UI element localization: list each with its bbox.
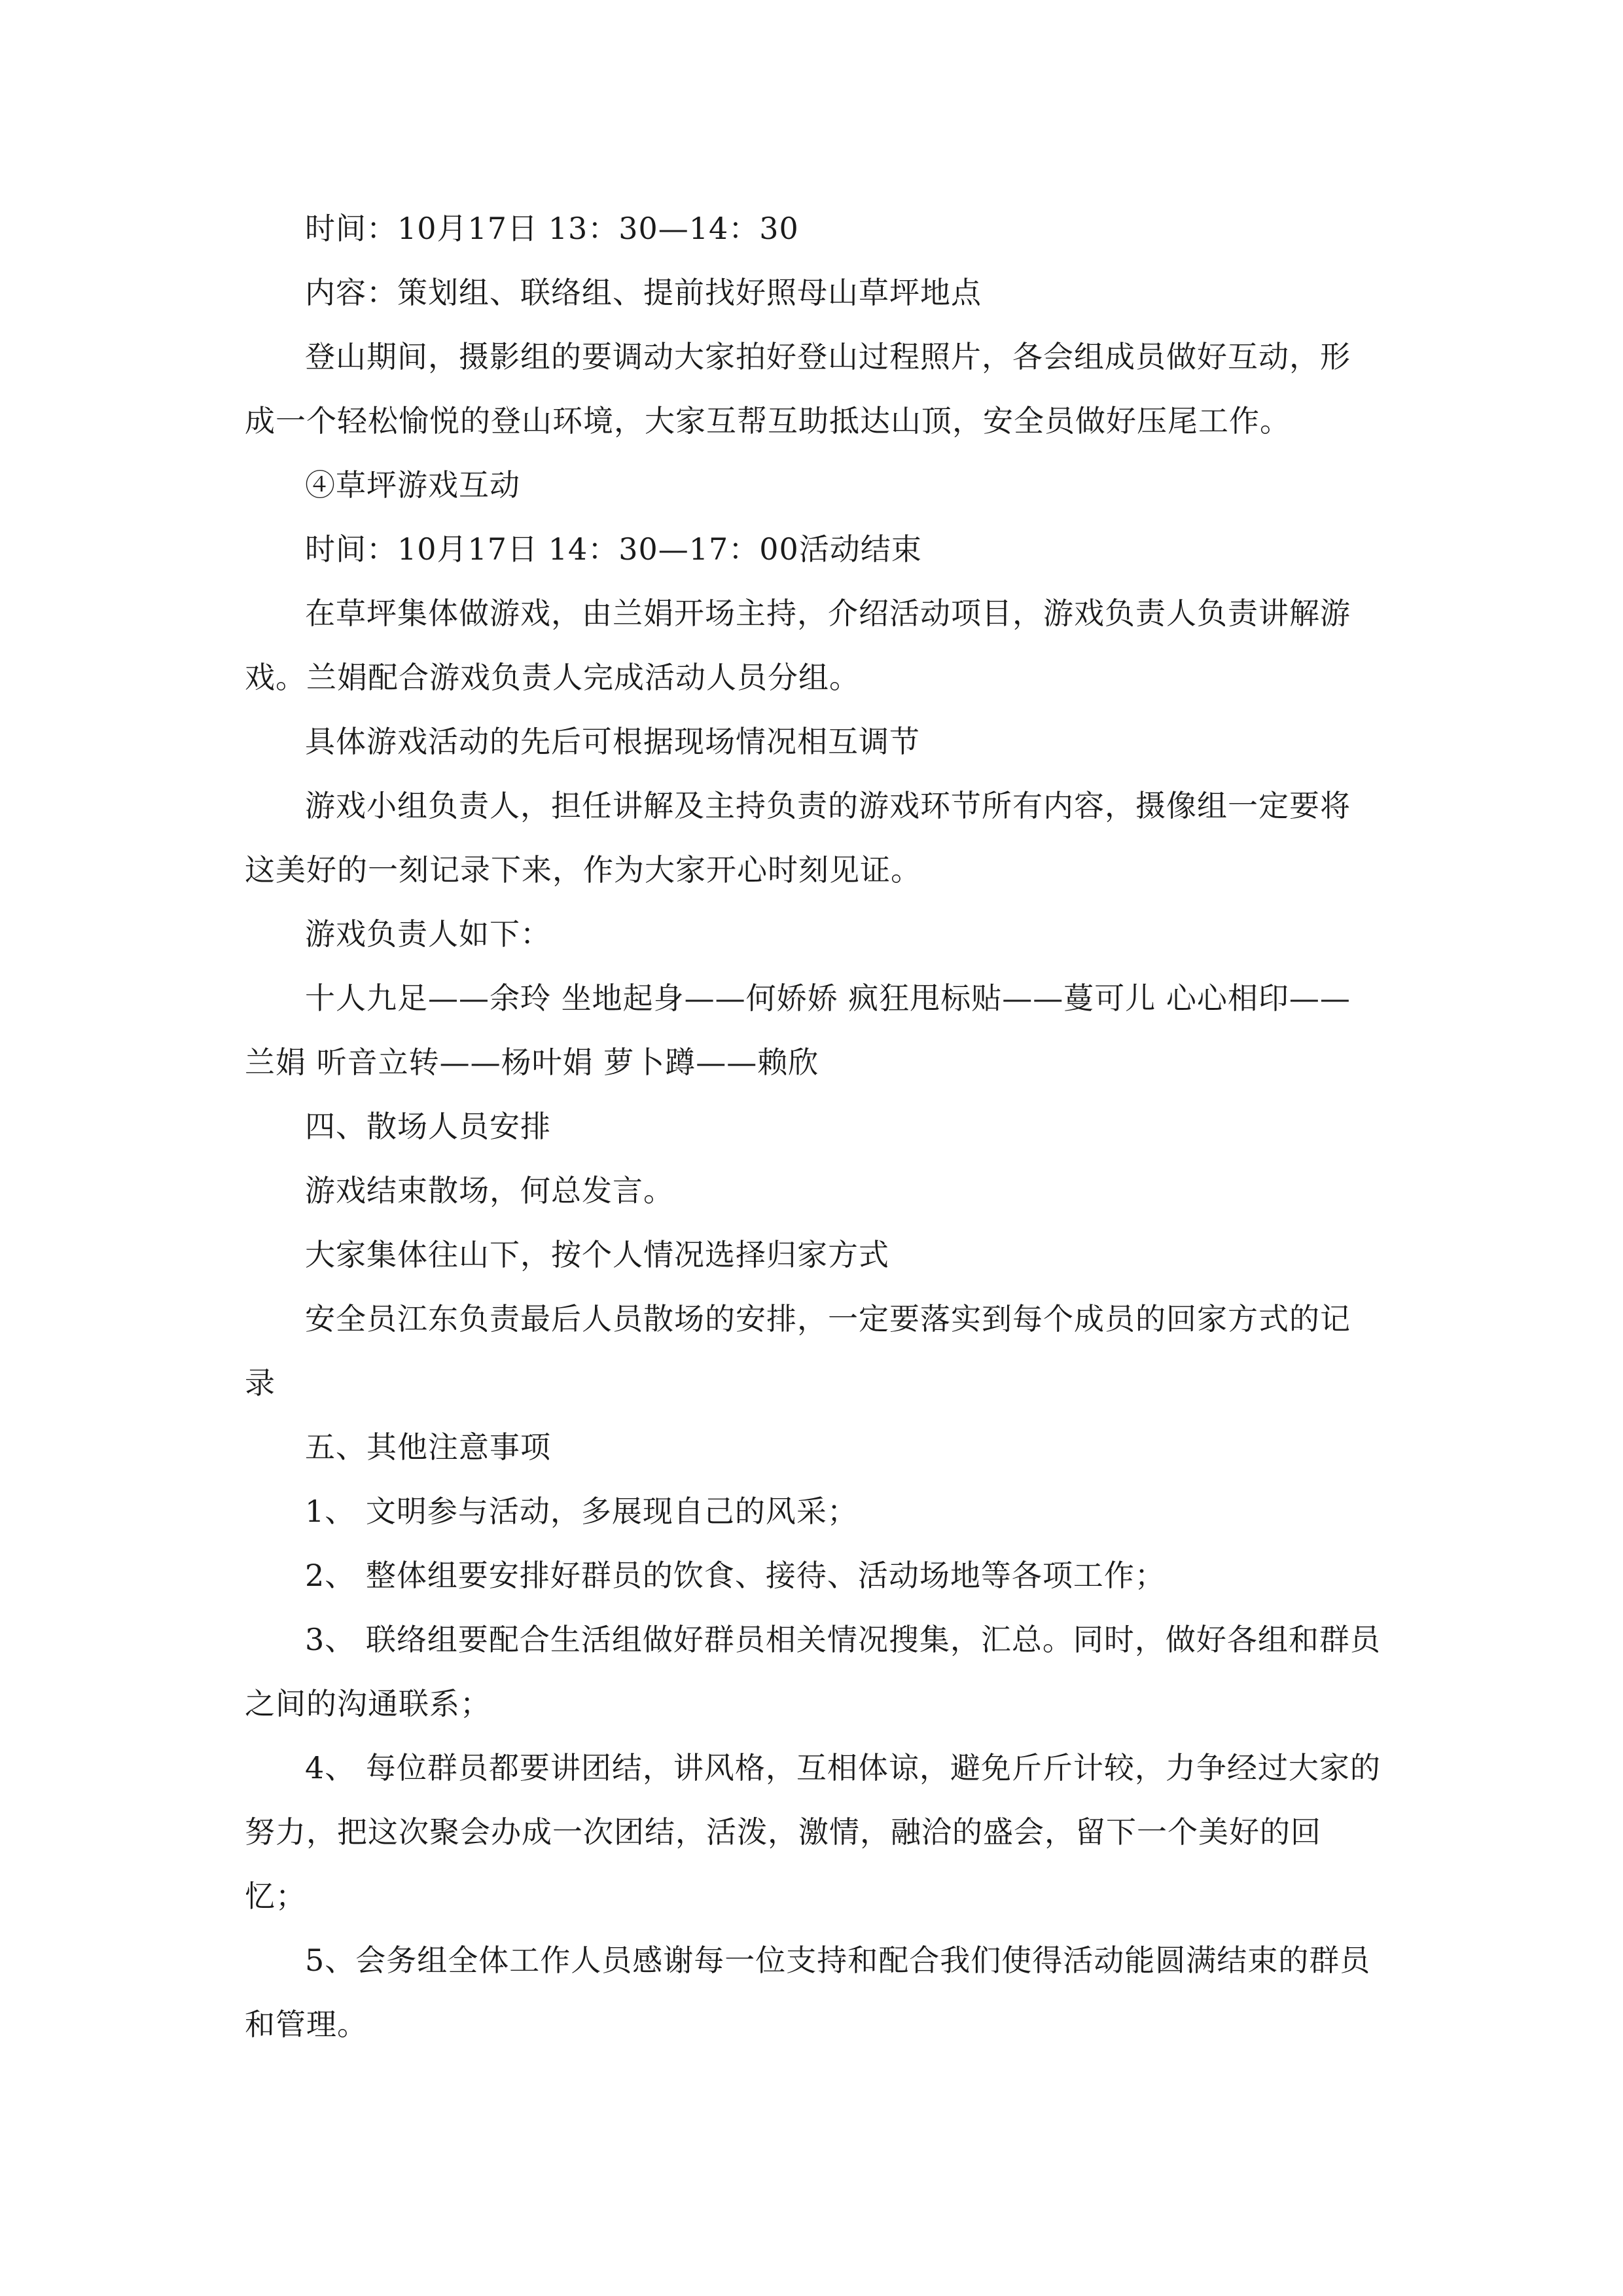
schedule-time-2: 时间：10月17日 14：30—17：00活动结束	[305, 531, 922, 567]
climbing-paragraph: 登山期间，摄影组的要调动大家拍好登山过程照片，各会组成员做好互动，形成一个轻松愉悦的登山环境，大家互帮互助抵达山顶，安全员做好压尾工作。	[245, 339, 1351, 439]
note-item-4: 4、 每位群员都要讲团结，讲风格，互相体谅，避免斤斤计较，力争经过大家的努力，把这次聚会办成一次团结，活泼，激情，融洽的盛会，留下一个美好的回忆；	[245, 1750, 1381, 1914]
games-order-paragraph: 具体游戏活动的先后可根据现场情况相互调节	[305, 724, 920, 759]
note-item-1: 1、 文明参与活动，多展现自己的风采；	[305, 1494, 858, 1529]
schedule-content-1: 内容：策划组、联络组、提前找好照母山草坪地点	[305, 275, 982, 310]
dismissal-paragraph-2: 大家集体往山下，按个人情况选择归家方式	[305, 1237, 889, 1272]
document-body	[245, 196, 1381, 2056]
games-leaders-list: 十人九足——余玲 坐地起身——何娇娇 疯狂甩标贴——蔓可儿 心心相印——兰娟 听音立转——杨叶娟 萝卜蹲——赖欣	[245, 980, 1351, 1080]
lawn-games-paragraph: 在草坪集体做游戏，由兰娟开场主持，介绍活动项目，游戏负责人负责讲解游戏。兰娟配合游戏负责人完成活动人员分组。	[245, 596, 1351, 695]
section-notes-heading: 五、其他注意事项	[305, 1429, 551, 1465]
dismissal-paragraph-3: 安全员江东负责最后人员散场的安排，一定要落实到每个成员的回家方式的记录	[245, 1301, 1351, 1401]
note-item-5: 5、会务组全体工作人员感谢每一位支持和配合我们使得活动能圆满结束的群员和管理。	[245, 1943, 1371, 2042]
note-item-3: 3、 联络组要配合生活组做好群员相关情况搜集，汇总。同时，做好各组和群员之间的沟通联系；	[245, 1622, 1381, 1721]
note-item-2: 2、 整体组要安排好群员的饮食、接待、活动场地等各项工作；	[305, 1558, 1166, 1593]
games-leader-paragraph: 游戏小组负责人，担任讲解及主持负责的游戏环节所有内容，摄像组一定要将这美好的一刻记录下来，作为大家开心时刻见证。	[245, 788, 1351, 888]
dismissal-paragraph-1: 游戏结束散场，何总发言。	[305, 1173, 674, 1208]
section-lawn-games-heading: ④草坪游戏互动	[305, 467, 520, 503]
section-dismissal-heading: 四、散场人员安排	[305, 1109, 551, 1144]
games-leaders-heading: 游戏负责人如下：	[305, 916, 551, 952]
schedule-time-1: 时间：10月17日 13：30—14：30	[305, 211, 799, 246]
